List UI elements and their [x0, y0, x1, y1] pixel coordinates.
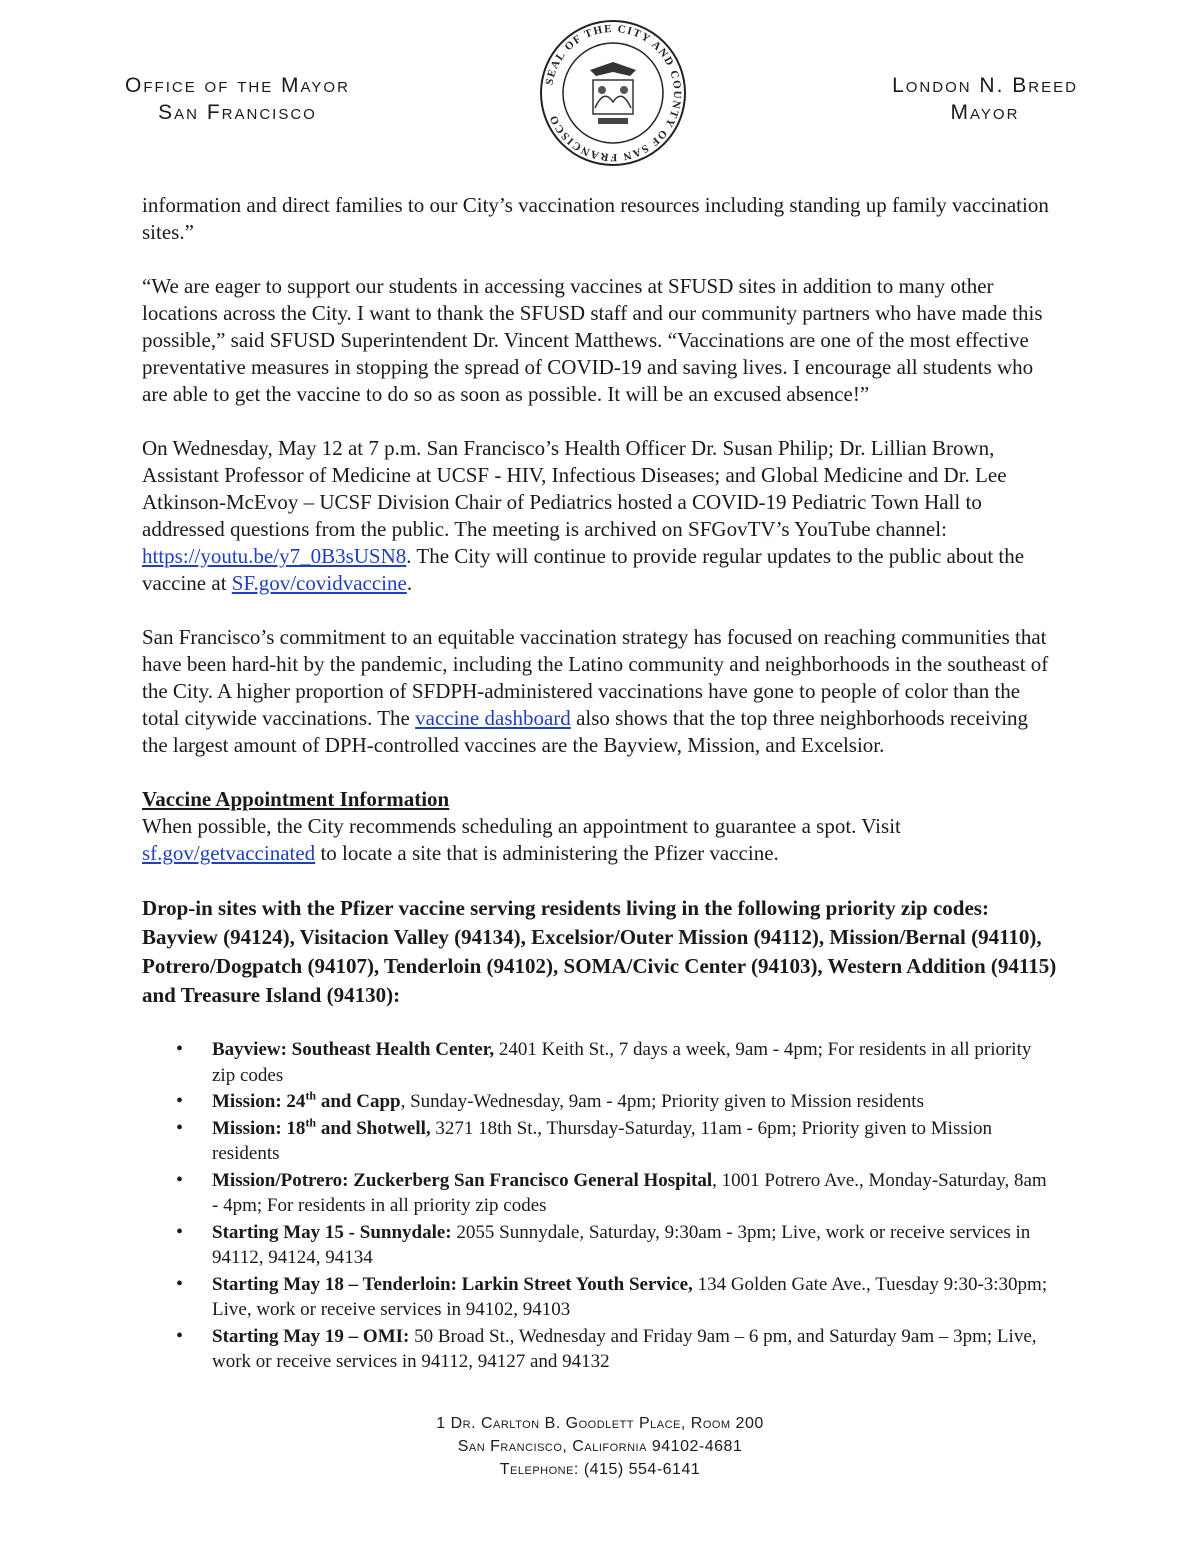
list-item [212, 1272, 1057, 1323]
address-footer [0, 1412, 1200, 1481]
p5-text-b: to locate a site that is administering the Pfizer vaccine. [315, 841, 779, 865]
getvaccinated-link[interactable]: sf.gov/getvaccinated [142, 841, 316, 865]
vaccine-dashboard-link[interactable]: vaccine dashboard [415, 706, 571, 730]
site-name: Starting May 18 – Tenderloin: Larkin Street Youth Service, [212, 1273, 693, 1295]
city-seal-logo [538, 18, 688, 168]
site-details: 3271 18th St., Thursday-Saturday, 11am - 6pm; Priority given to Mission residents [212, 1117, 993, 1164]
list-item [212, 1116, 1057, 1167]
p3-text-c: . [406, 571, 413, 595]
document-body [142, 192, 1057, 1376]
p3-text-b: . The City will continue to provide regular updates to the public about the vaccine at [142, 544, 1025, 595]
office-line-2: San Francisco [158, 101, 317, 124]
site-details: 2401 Keith St., 7 days a week, 9am - 4pm; For residents in all priority zip codes [212, 1039, 1032, 1086]
covidvaccine-link[interactable]: SF.gov/covidvaccine [231, 571, 407, 595]
mayor-name: London N. Breed [892, 74, 1078, 97]
p4-text-b: also shows that the top three neighborhoods receiving the largest amount of DPH-controlled vaccines are the Bayview, Mission, and Excelsior. [142, 706, 1029, 757]
site-details: , Sunday-Wednesday, 9am - 4pm; Priority given to Mission residents [400, 1091, 924, 1112]
list-item [212, 1324, 1057, 1375]
p4-text-a: San Francisco’s commitment to an equitable vaccination strategy has focused on reaching communities that have been hard-hit by the pandemic, including the Latino community and neighborhoods in the southeast of the City. A higher proportion of SFDPH-administered vaccinations have gone to people of color than the total citywide vaccinations. The [142, 625, 1049, 730]
paragraph-1: information and direct families to our City’s vaccination resources including standing up family vaccination sites.” [142, 193, 1049, 244]
office-line-1: Office of the Mayor [125, 74, 350, 97]
site-details: 134 Golden Gate Ave., Tuesday 9:30-3:30pm; Live, work or receive services in 94102, 94103 [212, 1273, 1048, 1320]
dropin-heading: Drop-in sites with the Pfizer vaccine serving residents living in the following priority zip codes: Bayview (94124), Visitacion Valley (94134), Excelsior/Outer Mission (94112), Mission/Bernal (94110), Potrero/Dogpatch (94107), Tenderloin (94102), SOMA/Civic Center (94103), Western Addition (94115) and Treasure Island (94130): [142, 896, 1057, 1007]
svg-text:SEAL OF THE CITY AND COUNTY OF: SEAL OF THE CITY AND COUNTY OF SAN FRANCISCO [543, 22, 684, 164]
footer-address-line: 1 Dr. Carlton B. Goodlett Place, Room 200 [436, 1415, 764, 1432]
site-name: Bayview: Southeast Health Center, [212, 1039, 495, 1060]
footer-telephone: Telephone: (415) 554-6141 [499, 1461, 701, 1478]
list-item [212, 1220, 1057, 1271]
dropin-site-list [142, 1037, 1057, 1375]
mayor-title: Mayor [950, 101, 1020, 124]
site-name: Mission: 18th and Shotwell, [212, 1115, 431, 1139]
p5-text-a: When possible, the City recommends scheduling an appointment to guarantee a spot. Visit [142, 814, 901, 838]
footer-city-line: San Francisco, California 94102-4681 [457, 1438, 743, 1455]
site-details: 2055 Sunnydale, Saturday, 9:30am - 3pm; Live, work or receive services in 94112, 94124, 94134 [212, 1221, 1031, 1268]
site-details: 50 Broad St., Wednesday and Friday 9am – 6 pm, and Saturday 9am – 3pm; Live, work or receive services in 94112, 94127 and 94132 [212, 1325, 1037, 1372]
site-name: Starting May 19 – OMI: [212, 1325, 410, 1347]
list-item [212, 1089, 1057, 1115]
paragraph-5 [142, 813, 1057, 867]
site-details: , 1001 Potrero Ave., Monday-Saturday, 8am - 4pm; For residents in all priority zip codes [212, 1169, 1047, 1216]
youtube-link[interactable]: https://youtu.be/y7_0B3sUSN8 [142, 544, 407, 568]
office-header [105, 72, 370, 126]
site-name: Mission: 24th and Capp [212, 1088, 401, 1112]
mayor-header [875, 72, 1095, 126]
list-item [212, 1168, 1057, 1219]
paragraph-3 [142, 435, 1057, 597]
appointment-heading: Vaccine Appointment Information [142, 787, 450, 811]
paragraph-2: “We are eager to support our students in accessing vaccines at SFUSD sites in addition to many other locations across the City. I want to thank the SFUSD staff and our community partners who have made this possible,” said SFUSD Superintendent Dr. Vincent Matthews. “Vaccinations are one of the most effective preventative measures in stopping the spread of COVID-19 and saving lives. I encourage all students who are able to get the vaccine to do so as soon as possible. It will be an excused absence!” [142, 274, 1043, 406]
paragraph-4 [142, 624, 1057, 759]
list-item [212, 1037, 1057, 1088]
site-name: Mission/Potrero: Zuckerberg San Francisco General Hospital [212, 1169, 713, 1191]
p3-text-a: On Wednesday, May 12 at 7 p.m. San Francisco’s Health Officer Dr. Susan Philip; Dr. Lillian Brown, Assistant Professor of Medicine at UCSF - HIV, Infectious Diseases; and Global Medicine and Dr. Lee Atkinson-McEvoy – UCSF Division Chair of Pediatrics hosted a COVID-19 Pediatric Town Hall to addressed questions from the public. The meeting is archived on SFGovTV’s YouTube channel: [142, 436, 1007, 541]
site-name: Starting May 15 - Sunnydale: [212, 1221, 452, 1243]
